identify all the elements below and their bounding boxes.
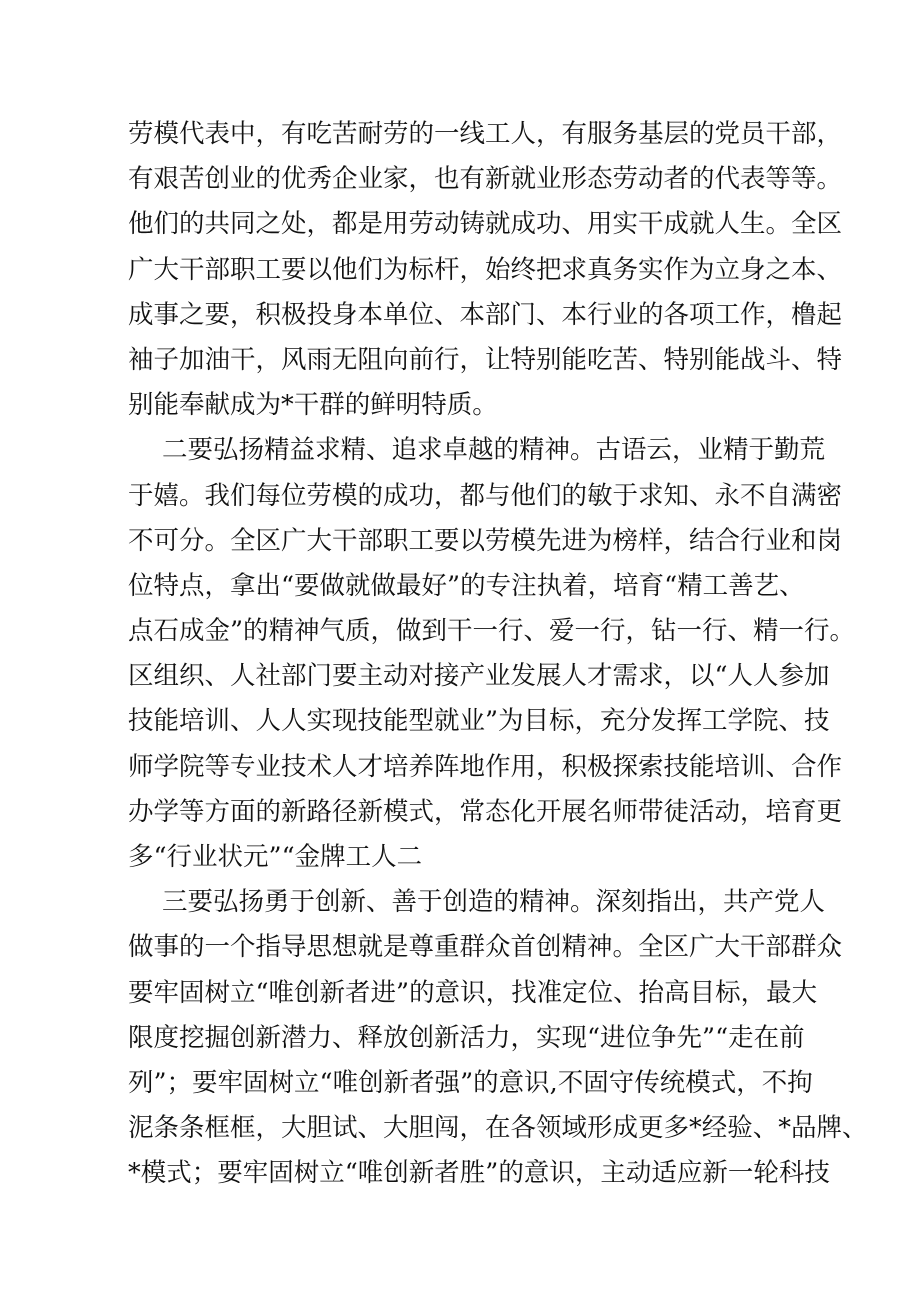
- text-line: 师学院等专业技术人才培养阵地作用，积极探索技能培训、合作: [128, 751, 843, 782]
- paragraph-1: [128, 112, 843, 428]
- text-line: 列”；要牢固树立“唯创新者强”的意识,不固守传统模式，不拘: [128, 1067, 813, 1098]
- text-line: 广大干部职工要以他们为标杆，始终把求真务实作为立身之本、: [128, 254, 843, 285]
- text-line: 别能奉献成为*干群的鲜明特质。: [128, 390, 498, 421]
- text-line: 不可分。全区广大干部职工要以劳模先进为榜样，结合行业和岗: [128, 525, 843, 556]
- document-body: [128, 112, 868, 1197]
- text-line: 泥条条框框，大胆试、大胆闯，在各领域形成更多*经验、*品牌、: [128, 1113, 868, 1144]
- text-line: 要牢固树立“唯创新者进”的意识，找准定位、抬高目标，最大: [128, 977, 818, 1008]
- paragraph-2: [128, 428, 856, 880]
- text-line: 技能培训、人人实现技能型就业”为目标，充分发挥工学院、技: [128, 706, 830, 737]
- text-line: 成事之要，积极投身本单位、本部门、本行业的各项工作，橹起: [128, 299, 843, 330]
- text-line: 二要弘扬精益求精、追求卓越的精神。古语云，业精于勤荒: [162, 435, 826, 466]
- text-line: 多“行业状元”“金牌工人二: [128, 842, 423, 872]
- text-line: 做事的一个指导思想就是尊重群众首创精神。全区广大干部群众: [128, 932, 843, 963]
- text-line: 办学等方面的新路径新模式，常态化开展名师带徒活动，培育更: [128, 796, 843, 827]
- text-line: 于嬉。我们每位劳模的成功，都与他们的敏于求知、永不自满密: [128, 480, 843, 511]
- text-line: 袖子加油干，风雨无阻向前行，让特别能吃苦、特别能战斗、特: [128, 344, 843, 375]
- text-line: *模式；要牢固树立“唯创新者胜”的意识，主动适应新一轮科技: [128, 1158, 830, 1189]
- text-line: 他们的共同之处，都是用劳动铸就成功、用实干成就人生。全区: [128, 209, 843, 240]
- text-line: 点石成金”的精神气质，做到干一行、爱一行，钻一行、精一行。: [128, 616, 856, 647]
- text-line: 劳模代表中，有吃苦耐劳的一线工人，有服务基层的党员干部，: [128, 119, 843, 149]
- text-line: 区组织、人社部门要主动对接产业发展人才需求，以“人人参加: [128, 661, 830, 692]
- text-line: 限度挖掘创新潜力、释放创新活力，实现“进位争先”“走在前: [128, 1022, 805, 1053]
- paragraph-3: [128, 880, 868, 1196]
- text-line: 三要弘扬勇于创新、善于创造的精神。深刻指出，共产党人: [162, 887, 826, 918]
- text-line: 有艰苦创业的优秀企业家，也有新就业形态劳动者的代表等等。: [128, 164, 843, 195]
- text-line: 位特点，拿出“要做就做最好”的专注执着，培育“精工善艺、: [128, 570, 805, 601]
